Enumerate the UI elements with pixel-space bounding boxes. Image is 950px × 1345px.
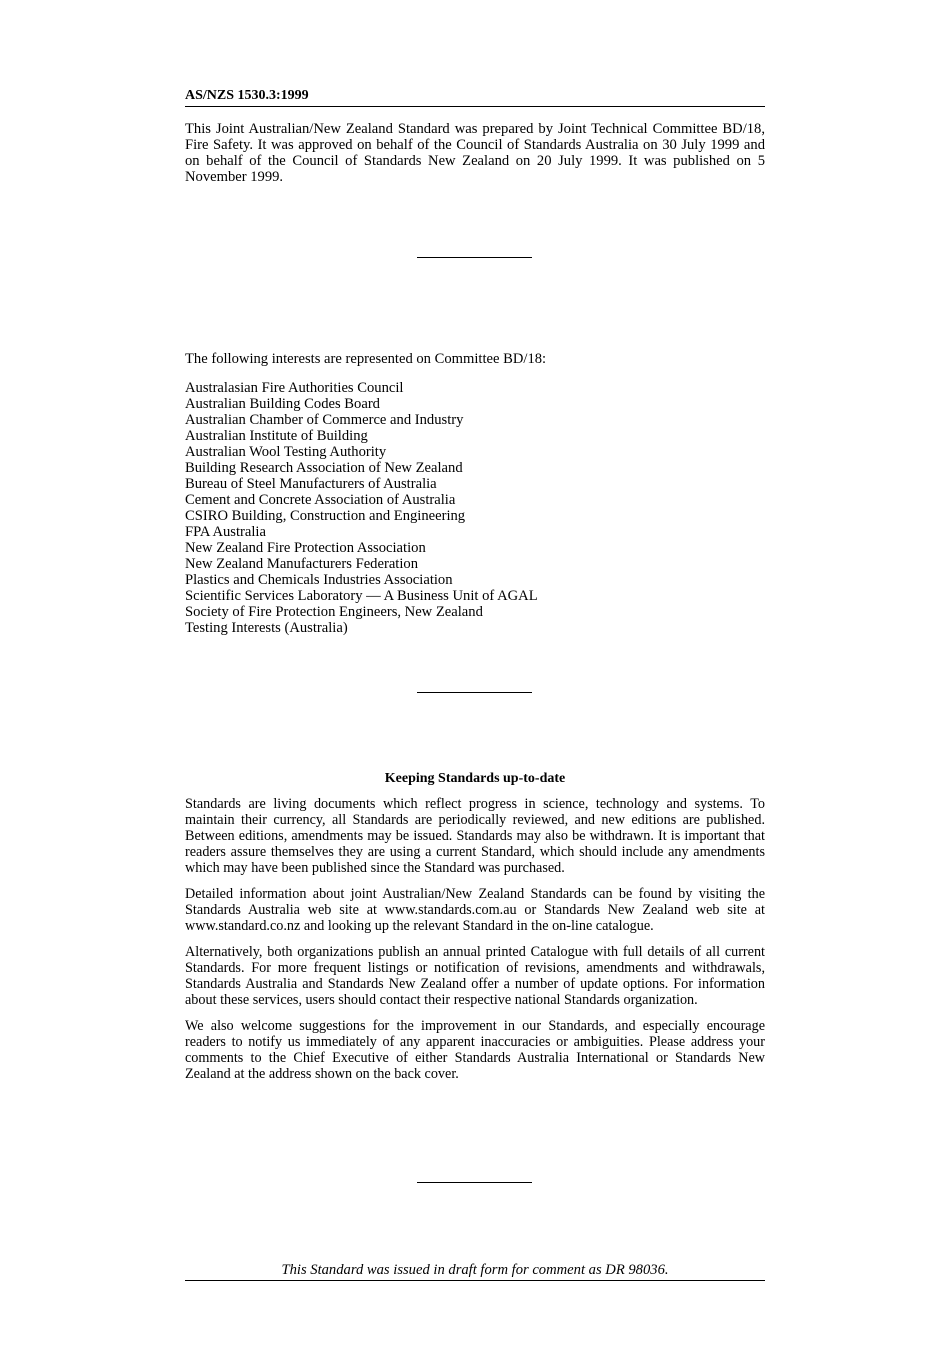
keeping-up-to-date-body [185, 796, 765, 1092]
section-divider-1 [417, 257, 532, 258]
paragraph: Alternatively, both organizations publish an annual printed Catalogue with full details of all current Standards. For more frequent listings or notification of revisions, amendments and withdrawals, Standards Australia and Standards New Zealand offer a number of update options. For information about these services, users should contact their respective national Standards organization. [185, 944, 765, 1008]
list-item: Australasian Fire Authorities Council [185, 380, 404, 396]
list-item: Bureau of Steel Manufacturers of Australia [185, 476, 437, 492]
document-header: AS/NZS 1530.3:1999 [185, 88, 765, 107]
list-item: Australian Building Codes Board [185, 396, 380, 412]
list-item: Australian Wool Testing Authority [185, 444, 387, 460]
list-item: Scientific Services Laboratory — A Business Unit of AGAL [185, 588, 538, 604]
section-divider-3 [417, 1182, 532, 1183]
list-item: Cement and Concrete Association of Australia [185, 492, 456, 508]
list-item: Australian Chamber of Commerce and Industry [185, 412, 464, 428]
committee-intro: The following interests are represented on Committee BD/18: [185, 351, 547, 367]
approval-statement: This Joint Australian/New Zealand Standard was prepared by Joint Technical Committee BD/18, Fire Safety. It was approved on behalf of the Council of Standards Australia on 30 July 1999 and on behalf of the Council of Standards New Zealand on 20 July 1999. It was published on 5 November 1999. [185, 121, 765, 185]
draft-note: This Standard was issued in draft form for comment as DR 98036. [185, 1262, 765, 1281]
list-item: New Zealand Fire Protection Association [185, 540, 426, 556]
list-item: Australian Institute of Building [185, 428, 368, 444]
section-heading: Keeping Standards up-to-date [384, 771, 566, 786]
list-item: Society of Fire Protection Engineers, New Zealand [185, 604, 483, 620]
list-item: FPA Australia [185, 524, 266, 540]
list-item: CSIRO Building, Construction and Engineering [185, 508, 466, 524]
paragraph: Standards are living documents which reflect progress in science, technology and systems. To maintain their currency, all Standards are periodically reviewed, and new editions are published. Between editions, amendments may be issued. Standards may also be withdrawn. It is important that readers assure themselves they are using a current Standard, which should include any amendments which may have been published since the Standard was purchased. [185, 796, 765, 876]
list-item: Plastics and Chemicals Industries Association [185, 572, 453, 588]
list-item: Building Research Association of New Zealand [185, 460, 463, 476]
list-item: Testing Interests (Australia) [185, 620, 348, 636]
paragraph: We also welcome suggestions for the improvement in our Standards, and especially encourage readers to notify us immediately of any apparent inaccuracies or ambiguities. Please address your comments to the Chief Executive of either Standards Australia International or Standards New Zealand at the address shown on the back cover. [185, 1018, 765, 1082]
section-divider-2 [417, 692, 532, 693]
list-item: New Zealand Manufacturers Federation [185, 556, 418, 572]
committee-member-list [185, 380, 765, 636]
paragraph: Detailed information about joint Australian/New Zealand Standards can be found by visiting the Standards Australia web site at www.standards.com.au or Standards New Zealand web site at www.standard.co.nz and looking up the relevant Standard in the on-line catalogue. [185, 886, 765, 934]
